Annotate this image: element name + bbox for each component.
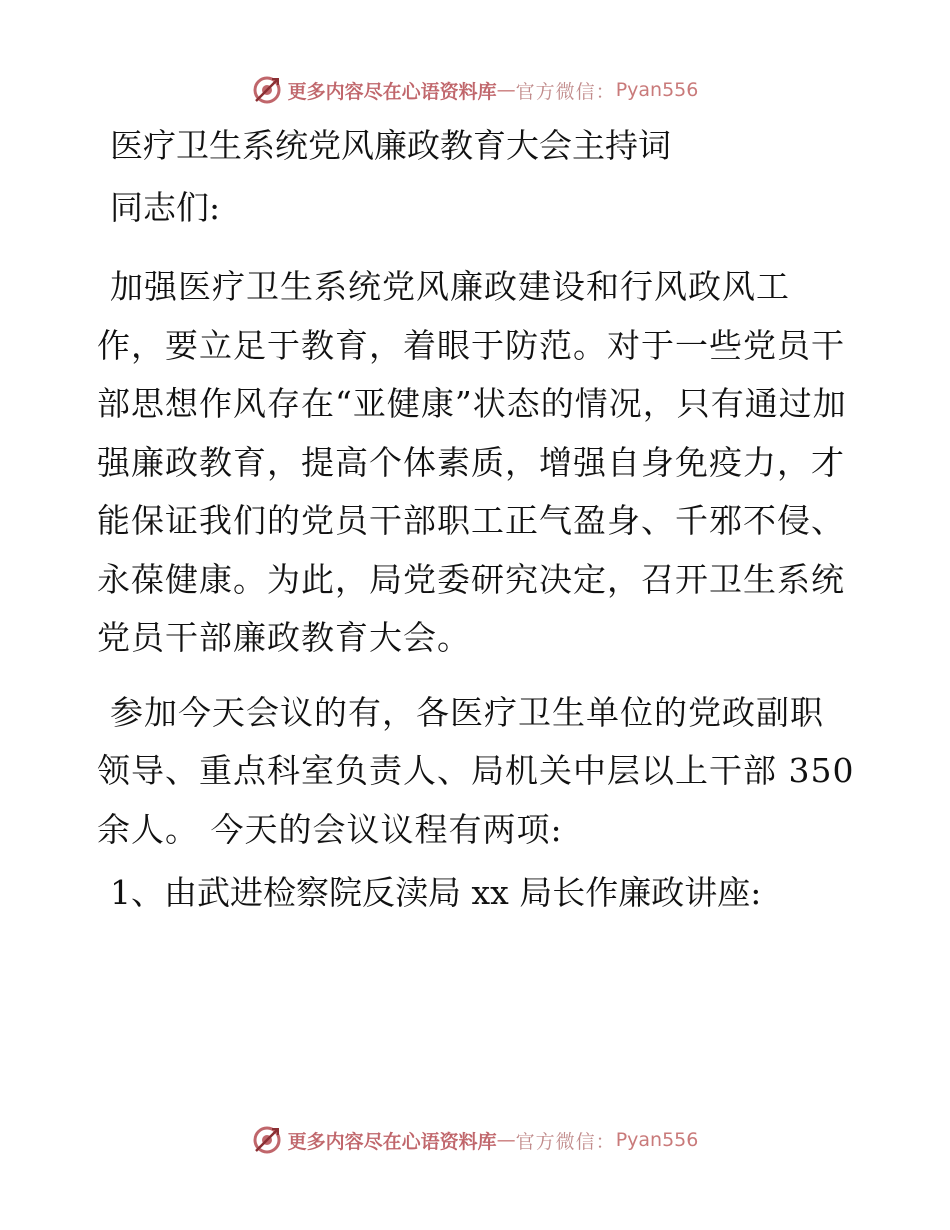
watermark-brand: 更多内容尽在心语资料库 <box>287 1130 497 1153</box>
watermark-brand: 更多内容尽在心语资料库 <box>287 80 497 103</box>
document-title: 医疗卫生系统党风廉政教育大会主持词 <box>110 126 671 165</box>
watermark-id: Pyan556 <box>615 79 699 101</box>
watermark-header <box>0 70 950 110</box>
watermark-label: 官方微信： <box>515 1130 616 1153</box>
watermark-footer <box>0 1120 950 1160</box>
paragraph-attendees: 参加今天会议的有，各医疗卫生单位的党政副职领导、重点科室负责人、局机关中层以上干部 350 余人。 今天的会议议程有两项: <box>97 692 855 849</box>
document-body <box>97 122 857 917</box>
paragraph-intro: 加强医疗卫生系统党风廉政建设和行风政风工作，要立足于教育，着眼于防范。对于一些党员干部思想作风存在“亚健康”状态的情况，只有通过加强廉政教育，提高个体素质，增强自身免疫力，才能保证我们的党员干部职工正气盈身、千邪不侵、永葆健康。为此，局党委研究决定，召开卫生系统党员干部廉政教育大会。 <box>97 267 847 657</box>
quill-seal-icon <box>252 75 282 105</box>
quill-seal-icon <box>252 1125 282 1155</box>
watermark-label: 官方微信： <box>515 80 616 103</box>
watermark-id: Pyan556 <box>615 1129 699 1151</box>
agenda-item-1: 1、由武进检察院反渎局 xx 局长作廉政讲座: <box>110 873 762 912</box>
salutation: 同志们: <box>110 188 221 227</box>
watermark-dash: — <box>496 1129 516 1151</box>
watermark-dash: — <box>496 79 516 101</box>
